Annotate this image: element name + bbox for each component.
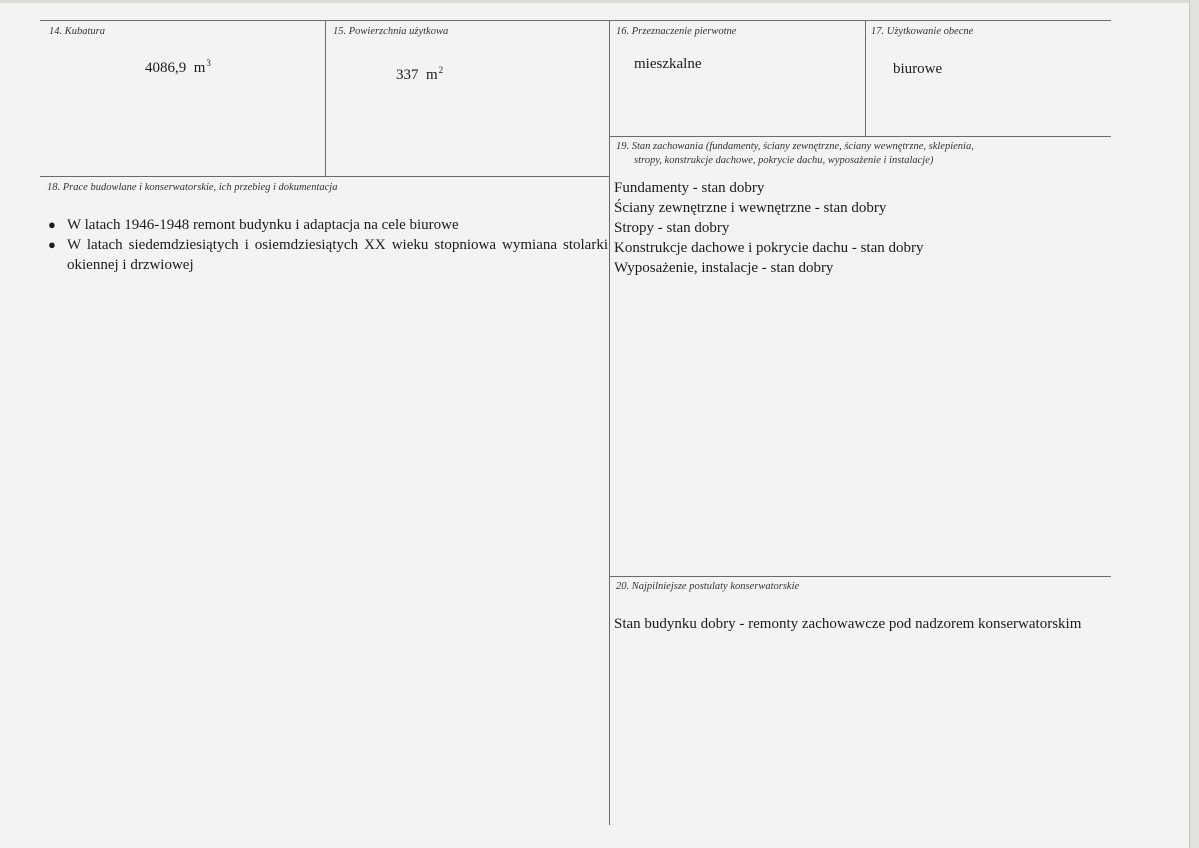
list-item [48,215,608,235]
form-top-border [40,20,1111,21]
stan-line: Stropy - stan dobry [614,220,730,236]
paper-right-edge [1190,0,1199,848]
kubatura-unit: m [193,60,206,76]
powierzchnia-value [396,60,443,85]
kubatura-value [145,53,211,78]
stan-line: Ściany zewnętrzne i wewnętrzne - stan dobry [614,200,887,216]
postulaty-label: 20. Najpilniejsze postulaty konserwatorskie [616,581,800,592]
stan-label-line2: stropy, konstrukcje dachowe, pokrycie dachu, wyposażenie i instalacje) [634,155,934,166]
prace-list [48,215,608,275]
powierzchnia-number: 337 [396,67,419,83]
uzytkowanie-value: biurowe [893,61,943,77]
border-above-19 [609,136,1111,137]
divider-14-15 [325,20,326,176]
divider-16-17 [865,20,866,136]
przeznaczenie-label: 16. Przeznaczenie pierwotne [616,26,737,37]
przeznaczenie-value: mieszkalne [634,56,702,72]
prace-item-text: W latach siedemdziesiątych i osiemdziesiątych XX wieku stopniowa wymiana stolarki okiennej i drzwiowej [67,237,608,273]
powierzchnia-label: 15. Powierzchnia użytkowa [333,26,449,37]
stan-line: Konstrukcje dachowe i pokrycie dachu - stan dobry [614,240,924,256]
uzytkowanie-label: 17. Użytkowanie obecne [871,26,974,37]
prace-label: 18. Prace budowlane i konserwatorskie, ich przebieg i dokumentacja [47,182,338,193]
kubatura-label: 14. Kubatura [49,26,106,37]
stan-line: Wyposażenie, instalacje - stan dobry [614,260,834,276]
stan-lines [614,178,924,278]
powierzchnia-unit-exponent: 2 [438,65,444,75]
stan-label-line1: 19. Stan zachowania (fundamenty, ściany zewnętrzne, ściany wewnętrzne, sklepienia, [616,141,974,152]
postulaty-text: Stan budynku dobry - remonty zachowawcze pod nadzorem konserwatorskim [614,616,1082,632]
powierzchnia-unit: m [426,67,438,83]
kubatura-unit-exponent: 3 [206,58,211,68]
stan-line: Fundamenty - stan dobry [614,180,765,196]
divider-main [609,20,610,825]
border-above-18 [40,176,609,177]
prace-item-text: W latach 1946-1948 remont budynku i adaptacja na cele biurowe [67,217,459,233]
bullet-icon: ● [48,217,56,232]
bullet-icon: ● [48,237,56,252]
paper-top-edge [0,0,1199,3]
kubatura-number: 4086,9 [145,60,187,76]
list-item [48,235,608,275]
border-above-20 [609,576,1111,577]
